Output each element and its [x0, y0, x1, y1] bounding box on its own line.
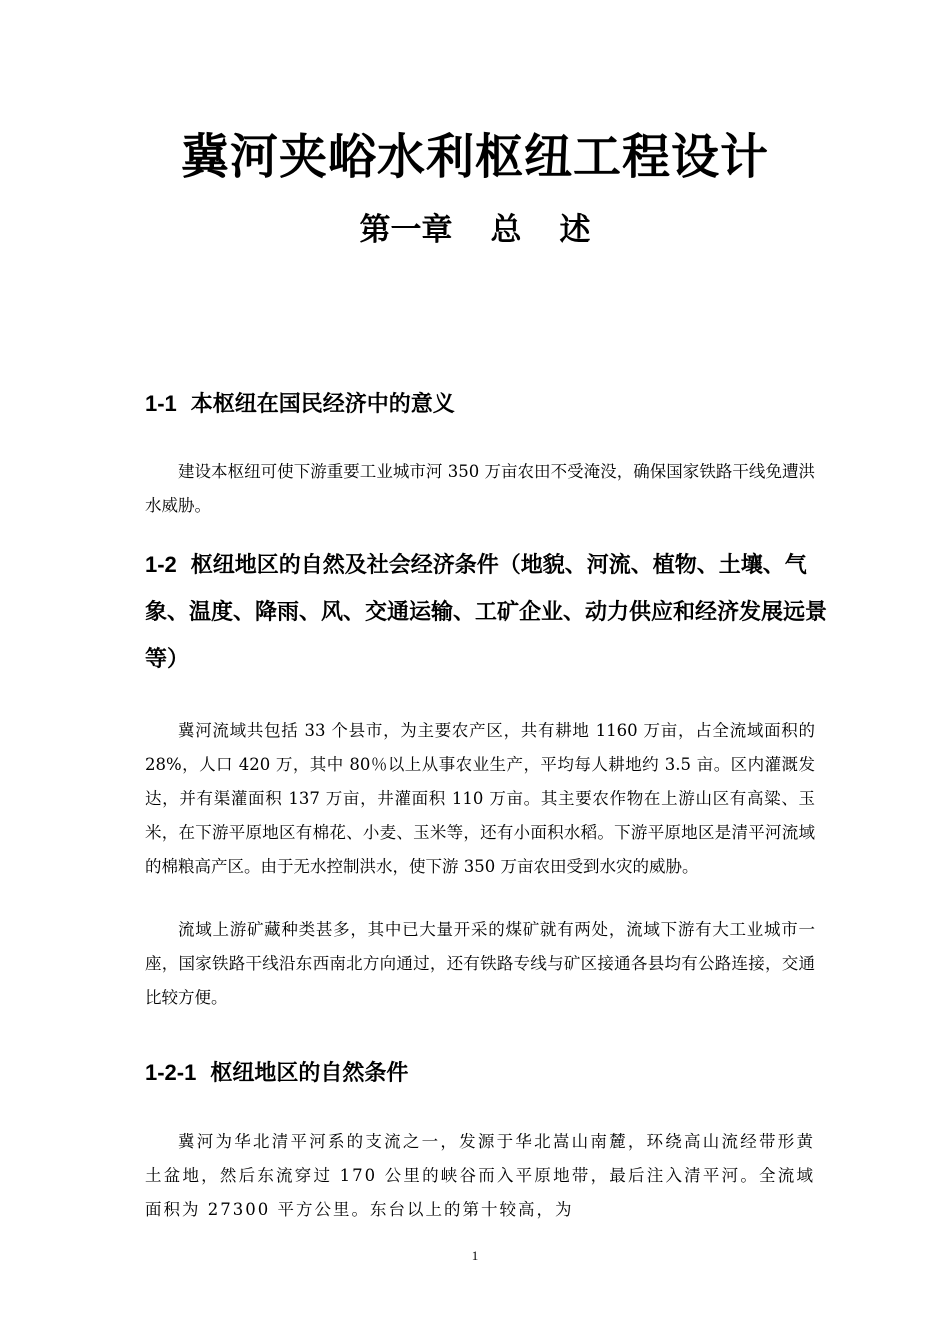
- section-1-2-1-paragraph: 冀河为华北清平河系的支流之一，发源于华北嵩山南麓，环绕高山流经带形黄土盆地，然后东流穿过 170 公里的峡谷而入平原地带，最后注入清平河。全流域面积为 27300 平方公里。东台以上的第十较高，为: [145, 1132, 815, 1219]
- section-heading-text: 枢纽地区的自然条件: [210, 1061, 409, 1086]
- chapter-title: [0, 204, 950, 249]
- section-heading-1-2: [145, 541, 835, 683]
- section-number: 1-2-1: [145, 1060, 197, 1085]
- page-number: 1: [471, 1248, 479, 1263]
- section-1-1-paragraph: 建设本枢纽可使下游重要工业城市河 350 万亩农田不受淹没，确保国家铁路干线免遭洪水威胁。: [145, 462, 815, 515]
- section-heading-1-2-1: [145, 1049, 845, 1097]
- section-1-2-paragraph-2: 流域上游矿藏种类甚多，其中已大量开采的煤矿就有两处，流域下游有大工业城市一座，国家铁路干线沿东西南北方向通过，还有铁路专线与矿区接通各县均有公路连接，交通比较方便。: [145, 920, 815, 1007]
- chapter-word-2: 述: [559, 212, 591, 248]
- section-number: 1-1: [145, 391, 177, 416]
- document-title: 冀河夹峪水利枢纽工程设计: [180, 129, 769, 185]
- section-heading-1-1: [145, 380, 845, 428]
- section-heading-text: 枢纽地区的自然及社会经济条件（地貌、河流、植物、土壤、气象、温度、降雨、风、交通运输、工矿企业、动力供应和经济发展远景等）: [145, 553, 828, 672]
- section-1-2-paragraph-1: 冀河流域共包括 33 个县市，为主要农产区，共有耕地 1160 万亩，占全流域面积的 28%，人口 420 万，其中 80％以上从事农业生产，平均每人耕地约 3.5 亩。区内灌溉发达，并有渠灌面积 137 万亩，井灌面积 110 万亩。其主要农作物在上游山区有高粱、玉米，在下游平原地区有棉花、小麦、玉米等，还有小面积水稻。下游平原地区是清平河流域的棉粮高产区。由于无水控制洪水，使下游 350 万亩农田受到水灾的威胁。: [145, 721, 815, 876]
- section-number: 1-2: [145, 552, 177, 577]
- section-heading-text: 本枢纽在国民经济中的意义: [190, 392, 455, 417]
- chapter-label: 第一章: [359, 212, 453, 248]
- chapter-word-1: 总: [490, 212, 522, 248]
